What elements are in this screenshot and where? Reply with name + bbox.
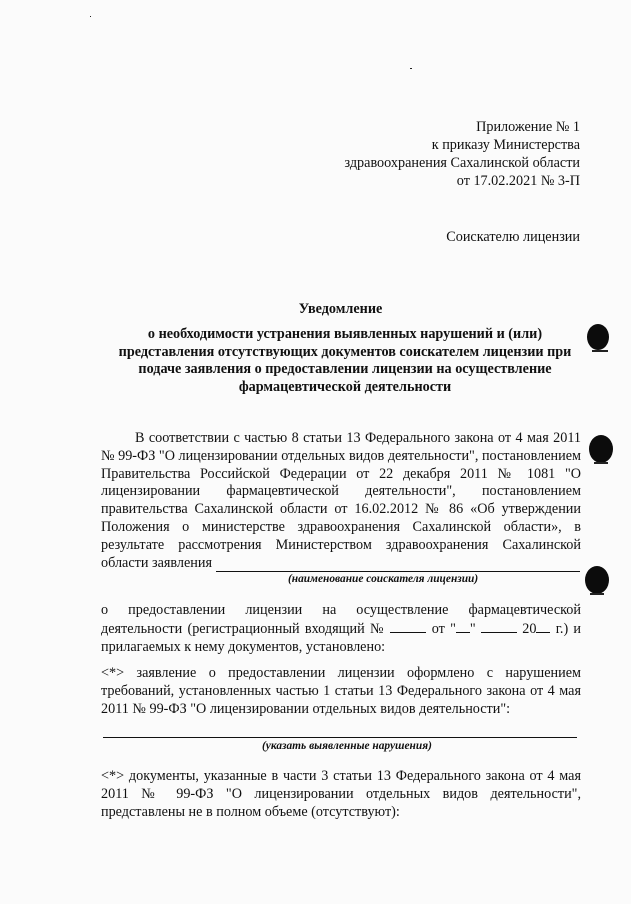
reg-number-label: деятельности (регистрационный входящий № [101,620,386,637]
year-suffix: г.) и [555,620,582,637]
paragraph-line: о предоставлении лицензии на осуществление фармацевтической [101,602,581,618]
paragraph-line [101,620,581,639]
paragraph-line: <*> документы, указанные в части 3 статьи 13 Федерального закона от 4 мая [101,768,581,784]
date-quote: " [469,620,476,637]
date-label: от " [431,620,456,637]
paragraph-line: Положения о министерстве здравоохранения Сахалинской области», в [101,518,581,535]
document-subject [100,326,590,396]
punch-hole-mark [587,324,609,350]
punch-hole-mark [585,566,609,594]
scan-mark [592,350,608,352]
applicant-name-blank [216,571,580,572]
paragraph-line: правительства Сахалинской области от 16.02.2012 № 86 «Об утверждении [101,501,581,518]
day-blank [456,620,470,633]
subject-line: подаче заявления о предоставлении лицензии на осуществление [138,361,552,378]
paragraph-line: В соответствии с частью 8 статьи 13 Федерального закона от 4 мая 2011 [135,430,581,446]
annex-line: от 17.02.2021 № 3-П [456,173,580,189]
addressee: Соискателю лицензии [446,229,580,245]
annex-line: к приказу Министерства [431,137,580,153]
punch-hole-mark [589,435,613,463]
scan-mark [594,462,608,464]
paragraph-line: представлены не в полном объеме (отсутствуют): [101,803,400,820]
paragraph-line: области заявления [101,554,212,571]
subject-line: представления отсутствующих документов соискателем лицензии при [118,343,572,360]
subject-line: фармацевтической деятельности [238,378,452,395]
document-title: Уведомление [298,301,383,317]
paragraph-legal-basis [101,430,581,572]
subject-line: о необходимости устранения выявленных нарушений и (или) [147,326,543,342]
paragraph-line: № 99-ФЗ "О лицензировании отдельных видов деятельности", постановлением [101,447,581,464]
paragraph-line: 2011 № 99-ФЗ "О лицензировании отдельных видов деятельности", [101,785,581,802]
violations-caption: (указать выявленные нарушения) [262,740,432,752]
month-blank [481,620,517,633]
paragraph-line: требований, установленных частью 1 статьи 13 Федерального закона от 4 мая [101,682,581,699]
year-blank [536,620,550,633]
scan-mark [590,593,604,595]
paragraph-line: Правительства Российской Федерации от 22 декабря 2011 № 1081 "О [101,465,581,482]
paragraph-line: результате рассмотрения Министерством здравоохранения Сахалинской [101,536,581,553]
paragraph-violations [101,665,581,718]
paragraph-missing-documents [101,768,581,821]
paragraph-application [101,602,581,656]
paragraph-line: <*> заявление о предоставлении лицензии оформлено с нарушением [101,665,581,681]
reg-number-blank [390,620,426,633]
annex-header [300,118,580,190]
scan-mark [410,68,412,69]
paragraph-line: 2011 № 99-ФЗ "О лицензировании отдельных видов деятельности": [101,700,511,717]
year-prefix: 20 [522,620,537,637]
applicant-name-caption: (наименование соискателя лицензии) [288,573,479,585]
paragraph-line: прилагаемых к нему документов, установлено: [101,638,386,655]
annex-line: здравоохранения Сахалинской области [344,155,580,171]
violations-blank [103,737,577,738]
annex-line: Приложение № 1 [476,119,580,135]
paragraph-line: лицензировании фармацевтической деятельности", постановлением [101,483,581,500]
scan-mark [90,16,91,17]
